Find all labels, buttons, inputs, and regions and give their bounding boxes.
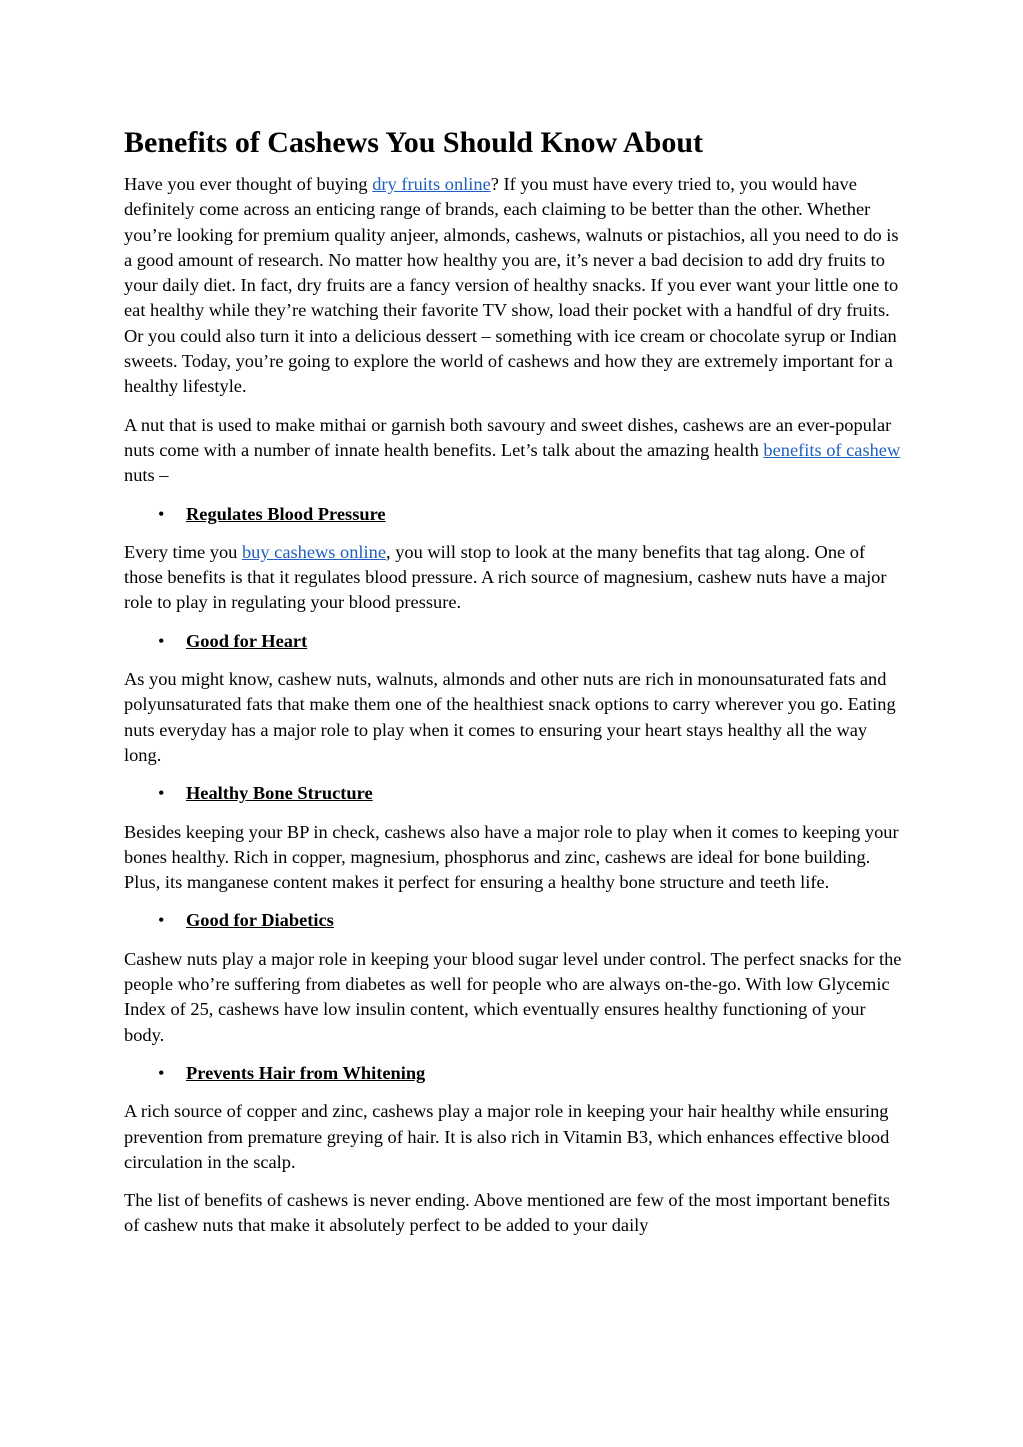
bullet-icon: • bbox=[158, 630, 165, 651]
section-heading-text: Regulates Blood Pressure bbox=[186, 503, 386, 524]
section-heading-list bbox=[124, 781, 904, 806]
section-heading-list bbox=[124, 629, 904, 654]
intro-text: Have you ever thought of buying bbox=[124, 174, 373, 194]
section-heading bbox=[124, 908, 904, 933]
bullet-icon: • bbox=[158, 503, 165, 524]
section-heading-text: Good for Diabetics bbox=[186, 910, 334, 931]
section-body: As you might know, cashew nuts, walnuts, almonds and other nuts are rich in monounsaturated fats and polyunsaturated fats that make them one of the healthiest snack options to carry wherever you go. Eating nuts everyday has a major role to play when it comes to ensuring your heart stays healthy all the way long. bbox=[124, 669, 896, 765]
page-title: Benefits of Cashews You Should Know About bbox=[124, 126, 704, 159]
section-heading-list bbox=[124, 1061, 904, 1086]
section-body: Besides keeping your BP in check, cashews also have a major role to play when it comes to keeping your bones healthy. Rich in copper, magnesium, phosphorus and zinc, cashews are ideal for bone building. Plus, its manganese content makes it perfect for ensuring a healthy bone structure and teeth life. bbox=[124, 821, 899, 893]
closing-paragraph: The list of benefits of cashews is never ending. Above mentioned are few of the most important benefits of cashew nuts that make it absolutely perfect to be added to your daily bbox=[124, 1190, 891, 1236]
intro-paragraph-1 bbox=[124, 172, 904, 400]
section-heading-list bbox=[124, 908, 904, 933]
section-heading bbox=[124, 781, 904, 806]
intro-text: A nut that is used to make mithai or garnish both savoury and sweet dishes, cashews are an ever-popular nuts come with a number of innate health benefits. Let’s talk about the amazing health bbox=[124, 414, 892, 460]
intro-text: nuts – bbox=[124, 465, 169, 486]
section-body: Cashew nuts play a major role in keeping your blood sugar level under control. The perfect snacks for the people who’re suffering from diabetes as well for people who are always on-the-go. With low Glycemic Index of 25, cashews have low insulin content, which eventually ensures healthy functioning of your body. bbox=[124, 948, 902, 1045]
benefits-of-cashew-link[interactable]: benefits of cashew bbox=[763, 439, 901, 460]
section-body: A rich source of copper and zinc, cashews play a major role in keeping your hair healthy while ensuring prevention from premature greying of hair. It is also rich in Vitamin B3, which enhances effective blood circulation in the scalp. bbox=[124, 1101, 890, 1172]
section-heading bbox=[124, 1061, 904, 1086]
bullet-icon: • bbox=[158, 910, 165, 931]
section-heading-text: Healthy Bone Structure bbox=[186, 783, 373, 804]
document-page bbox=[124, 124, 904, 1252]
section-heading bbox=[124, 629, 904, 654]
section-heading bbox=[124, 502, 904, 527]
intro-paragraph-2 bbox=[124, 413, 904, 489]
section-text: Every time you bbox=[124, 541, 242, 562]
section-body bbox=[124, 540, 904, 616]
section-heading-list bbox=[124, 502, 904, 527]
section-text: , you will stop to look at the many benefits that tag along. One of those benefits is that it regulates blood pressure. A rich source of magnesium, cashew nuts have a major role to play in regulating your blood pressure. bbox=[124, 541, 887, 613]
section-heading-text: Good for Heart bbox=[186, 630, 308, 651]
buy-cashews-online-link[interactable]: buy cashews online bbox=[241, 541, 387, 562]
bullet-icon: • bbox=[158, 783, 165, 804]
dry-fruits-online-link[interactable]: dry fruits online bbox=[372, 174, 491, 194]
bullet-icon: • bbox=[158, 1062, 165, 1083]
section-heading-text: Prevents Hair from Whitening bbox=[186, 1062, 426, 1083]
intro-text: ? If you must have every tried to, you would have definitely come across an enticing range of brands, each claiming to be better than the other. Whether you’re looking for premium quality anjeer, almonds, cashews, walnuts or pistachios, all you need to do is a good amount of research. No matter how healthy you are, it’s never a bad decision to add dry fruits to your daily diet. In fact, dry fruits are a fancy version of healthy snacks. If you ever want your little one to eat healthy while they’re watching their favorite TV show, load their pocket with a handful of dry fruits. Or you could also turn it into a delicious dessert – something with ice cream or chocolate syrup or Indian sweets. Today, you’re going to explore the world of cashews and how they are extremely important for a healthy lifestyle. bbox=[124, 174, 899, 397]
